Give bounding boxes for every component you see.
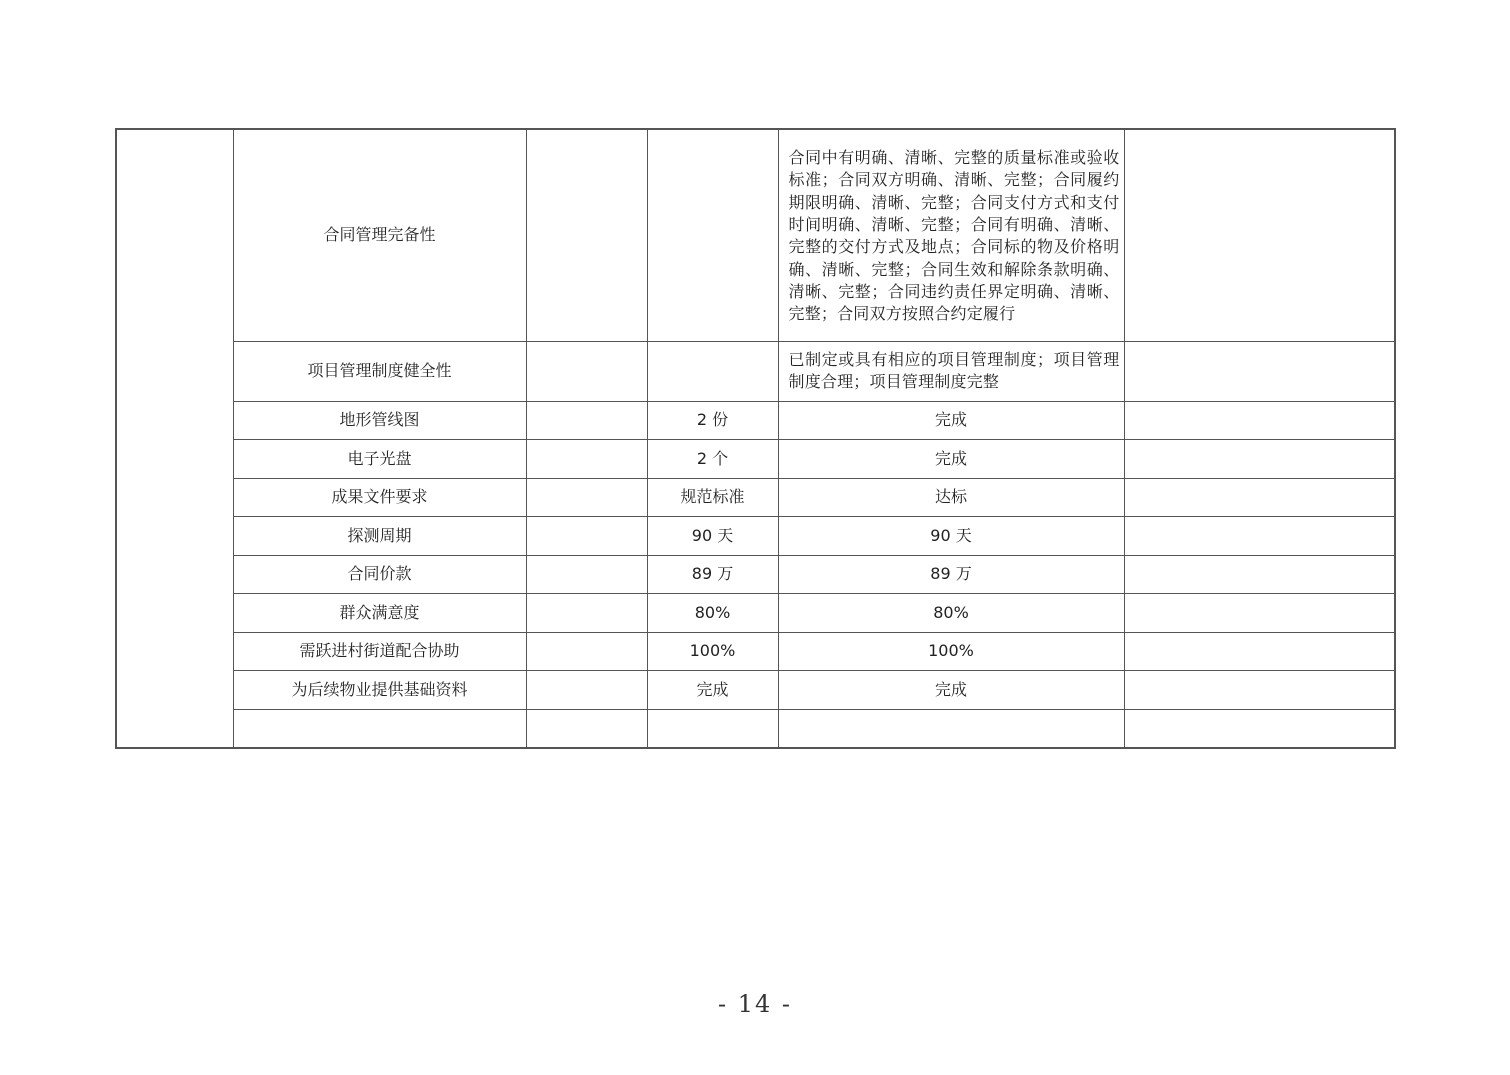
notes-cell	[1124, 594, 1395, 633]
target-cell: 89 万	[647, 555, 778, 594]
target-cell: 2 份	[647, 401, 778, 440]
table-row	[116, 478, 1395, 517]
indicator-cell: 合同管理完备性	[233, 129, 526, 341]
notes-cell	[1124, 517, 1395, 556]
table-row	[116, 517, 1395, 556]
indicator-cell: 地形管线图	[233, 401, 526, 440]
table-row	[116, 709, 1395, 748]
actual-cell: 完成	[778, 671, 1124, 710]
actual-cell: 完成	[778, 440, 1124, 479]
target-cell	[647, 341, 778, 401]
notes-cell	[1124, 709, 1395, 748]
indicator-cell: 合同价款	[233, 555, 526, 594]
notes-cell	[1124, 478, 1395, 517]
actual-cell: 达标	[778, 478, 1124, 517]
actual-cell: 完成	[778, 401, 1124, 440]
indicator-cell: 群众满意度	[233, 594, 526, 633]
target-cell: 80%	[647, 594, 778, 633]
indicator-cell: 项目管理制度健全性	[233, 341, 526, 401]
actual-cell	[778, 709, 1124, 748]
notes-cell	[1124, 632, 1395, 671]
weight-cell	[526, 401, 647, 440]
weight-cell	[526, 517, 647, 556]
table-row	[116, 671, 1395, 710]
notes-cell	[1124, 341, 1395, 401]
notes-cell	[1124, 129, 1395, 341]
indicator-cell: 电子光盘	[233, 440, 526, 479]
target-cell	[647, 129, 778, 341]
indicator-cell: 成果文件要求	[233, 478, 526, 517]
indicator-cell: 需跃进村街道配合协助	[233, 632, 526, 671]
target-cell: 规范标准	[647, 478, 778, 517]
actual-cell: 合同中有明确、清晰、完整的质量标准或验收标准；合同双方明确、清晰、完整；合同履约期限明确、清晰、完整；合同支付方式和支付时间明确、清晰、完整；合同有明确、清晰、完整的交付方式及地点；合同标的物及价格明确、清晰、完整；合同生效和解除条款明确、清晰、完整；合同违约责任界定明确、清晰、完整；合同双方按照合约定履行	[778, 129, 1124, 341]
actual-cell: 80%	[778, 594, 1124, 633]
notes-cell	[1124, 671, 1395, 710]
notes-cell	[1124, 440, 1395, 479]
target-cell: 2 个	[647, 440, 778, 479]
weight-cell	[526, 671, 647, 710]
weight-cell	[526, 632, 647, 671]
indicator-cell	[233, 709, 526, 748]
table-row	[116, 440, 1395, 479]
actual-cell: 89 万	[778, 555, 1124, 594]
target-cell: 90 天	[647, 517, 778, 556]
table-row	[116, 555, 1395, 594]
performance-indicator-table	[115, 128, 1396, 749]
actual-cell: 已制定或具有相应的项目管理制度；项目管理制度合理；项目管理制度完整	[778, 341, 1124, 401]
page-number: - 14 -	[717, 990, 792, 1018]
weight-cell	[526, 594, 647, 633]
weight-cell	[526, 341, 647, 401]
table-row	[116, 632, 1395, 671]
weight-cell	[526, 129, 647, 341]
target-cell	[647, 709, 778, 748]
target-cell: 完成	[647, 671, 778, 710]
weight-cell	[526, 709, 647, 748]
table-row	[116, 341, 1395, 401]
table-row	[116, 401, 1395, 440]
weight-cell	[526, 478, 647, 517]
target-cell: 100%	[647, 632, 778, 671]
indicator-cell: 探测周期	[233, 517, 526, 556]
notes-cell	[1124, 555, 1395, 594]
weight-cell	[526, 555, 647, 594]
indicator-cell: 为后续物业提供基础资料	[233, 671, 526, 710]
category-cell-merged	[116, 129, 233, 748]
actual-cell: 90 天	[778, 517, 1124, 556]
table-row	[116, 129, 1395, 341]
weight-cell	[526, 440, 647, 479]
actual-cell: 100%	[778, 632, 1124, 671]
notes-cell	[1124, 401, 1395, 440]
table-row	[116, 594, 1395, 633]
